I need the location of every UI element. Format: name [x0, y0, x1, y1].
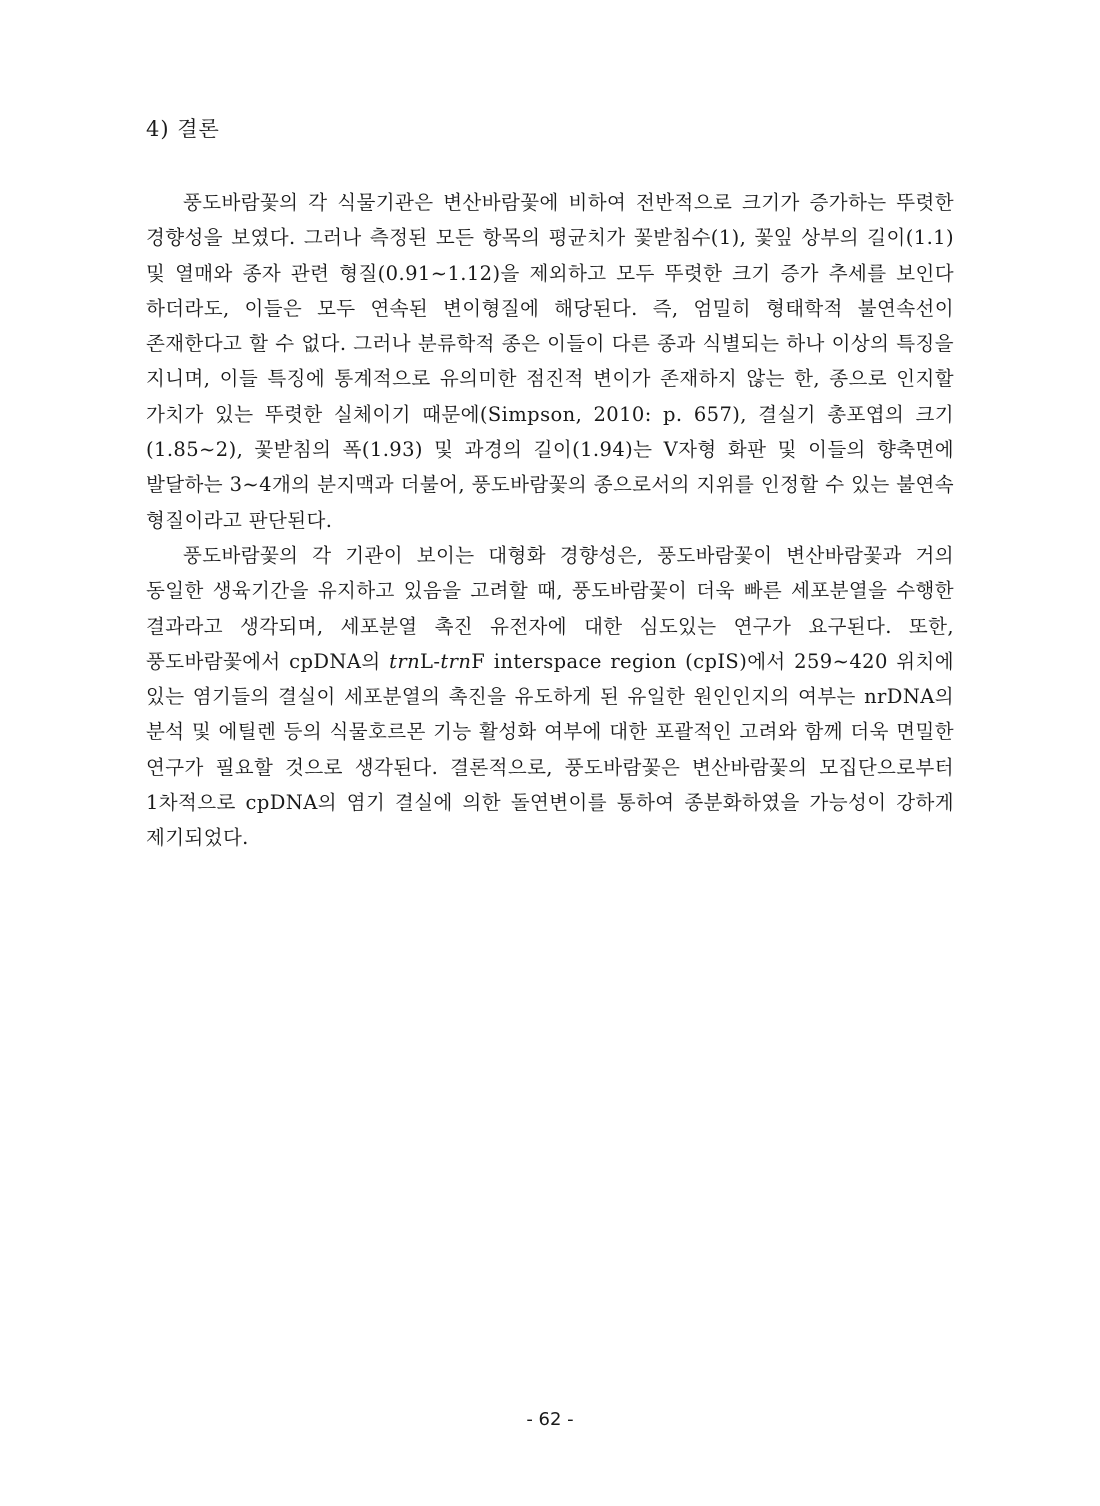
paragraph-2-text-b: L-	[420, 649, 441, 673]
paragraph-2-text-a: 풍도바람꽃의 각 기관이 보이는 대형화 경향성은, 풍도바람꽃이 변산바람꽃과 거의 동일한 생육기간을 유지하고 있음을 고려할 때, 풍도바람꽃이 더욱 빠른 세포분열을 수행한 결과라고 생각되며, 세포분열 촉진 유전자에 대한 심도있는 연구가 요구된다. 또한, 풍도바람꽃에서 cpDNA의	[146, 543, 954, 673]
gene-name-italic: trn	[389, 649, 421, 673]
gene-name-italic: trn	[440, 649, 472, 673]
body-text	[146, 185, 954, 856]
page-number: - 62 -	[526, 1409, 574, 1430]
paragraph-2	[146, 538, 954, 856]
paragraph-1	[146, 185, 954, 538]
section-heading: 4) 결론	[146, 117, 220, 141]
paragraph-2-text-c: F interspace region (cpIS)에서 259∼420 위치에 있는 염기들의 결실이 세포분열의 촉진을 유도하게 된 유일한 원인인지의 여부는 nrDNA의 분석 및 에틸렌 등의 식물호르몬 기능 활성화 여부에 대한 포괄적인 고려와 함께 더욱 면밀한 연구가 필요할 것으로 생각된다. 결론적으로, 풍도바람꽃은 변산바람꽃의 모집단으로부터 1차적으로 cpDNA의 염기 결실에 의한 돌연변이를 통하여 종분화하였을 가능성이 강하게 제기되었다.	[146, 649, 954, 850]
paragraph-1-text: 풍도바람꽃의 각 식물기관은 변산바람꽃에 비하여 전반적으로 크기가 증가하는 뚜렷한 경향성을 보였다. 그러나 측정된 모든 항목의 평균치가 꽃받침수(1), 꽃잎 상부의 길이(1.1) 및 열매와 종자 관련 형질(0.91∼1.12)을 제외하고 모두 뚜렷한 크기 증가 추세를 보인다 하더라도, 이들은 모두 연속된 변이형질에 해당된다. 즉, 엄밀히 형태학적 불연속선이 존재한다고 할 수 없다. 그러나 분류학적 종은 이들이 다른 종과 식별되는 하나 이상의 특징을 지니며, 이들 특징에 통계적으로 유의미한 점진적 변이가 존재하지 않는 한, 종으로 인지할 가치가 있는 뚜렷한 실체이기 때문에(Simpson, 2010: p. 657), 결실기 총포엽의 크기(1.85∼2), 꽃받침의 폭(1.93) 및 과경의 길이(1.94)는 V자형 화판 및 이들의 향축면에 발달하는 3∼4개의 분지맥과 더불어, 풍도바람꽃의 종으로서의 지위를 인정할 수 있는 불연속 형질이라고 판단된다.	[146, 191, 954, 532]
